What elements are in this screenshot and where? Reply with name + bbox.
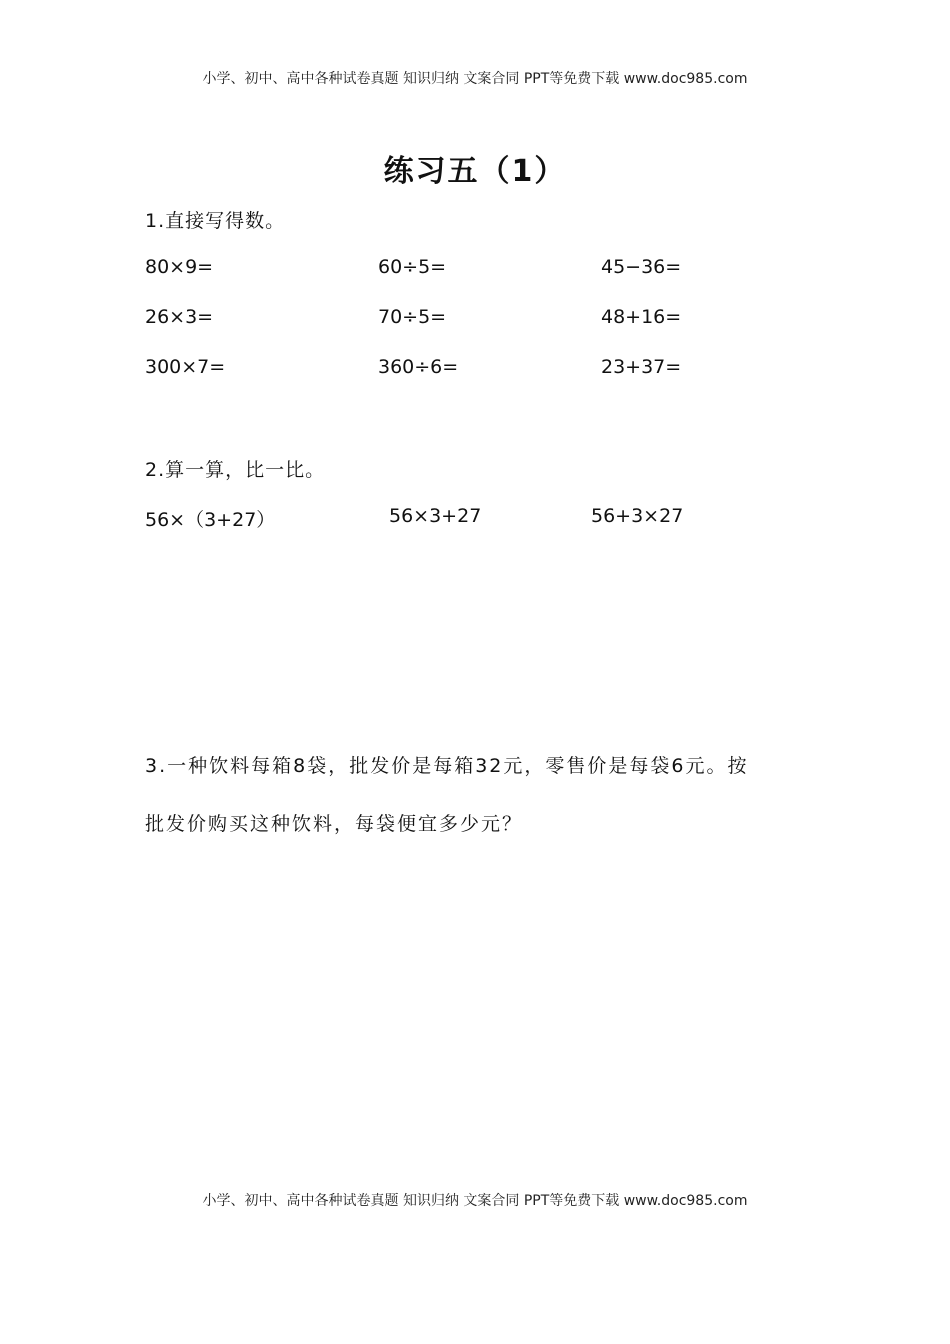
q2-expression: 56×（3+27） xyxy=(145,509,276,531)
q1-item: 60÷5= xyxy=(378,256,447,278)
q2-expression: 56×3+27 xyxy=(389,505,482,527)
question-3 xyxy=(145,737,815,853)
q1-item: 48+16= xyxy=(601,306,682,328)
q1-item: 360÷6= xyxy=(378,356,459,378)
q1-item: 70÷5= xyxy=(378,306,447,328)
page-title: 练习五（1） xyxy=(383,154,567,189)
question-3-line-2: 批发价购买这种饮料，每袋便宜多少元？ xyxy=(145,813,524,835)
q1-item: 23+37= xyxy=(601,356,682,378)
question-3-line-1: 3.一种饮料每箱8袋，批发价是每箱32元，零售价是每袋6元。按 xyxy=(145,755,749,777)
q1-item: 300×7= xyxy=(145,356,226,378)
page-footer: 小学、初中、高中各种试卷真题 知识归纳 文案合同 PPT等免费下载 www.doc985.com xyxy=(202,1193,748,1209)
q1-item: 45−36= xyxy=(601,256,682,278)
q1-item: 26×3= xyxy=(145,306,214,328)
page-header: 小学、初中、高中各种试卷真题 知识归纳 文案合同 PPT等免费下载 www.doc985.com xyxy=(202,71,748,87)
q1-item: 80×9= xyxy=(145,256,214,278)
question-2-heading: 2.算一算，比一比。 xyxy=(145,459,326,481)
question-1-heading: 1.直接写得数。 xyxy=(145,210,286,232)
q2-expression: 56+3×27 xyxy=(591,505,684,527)
